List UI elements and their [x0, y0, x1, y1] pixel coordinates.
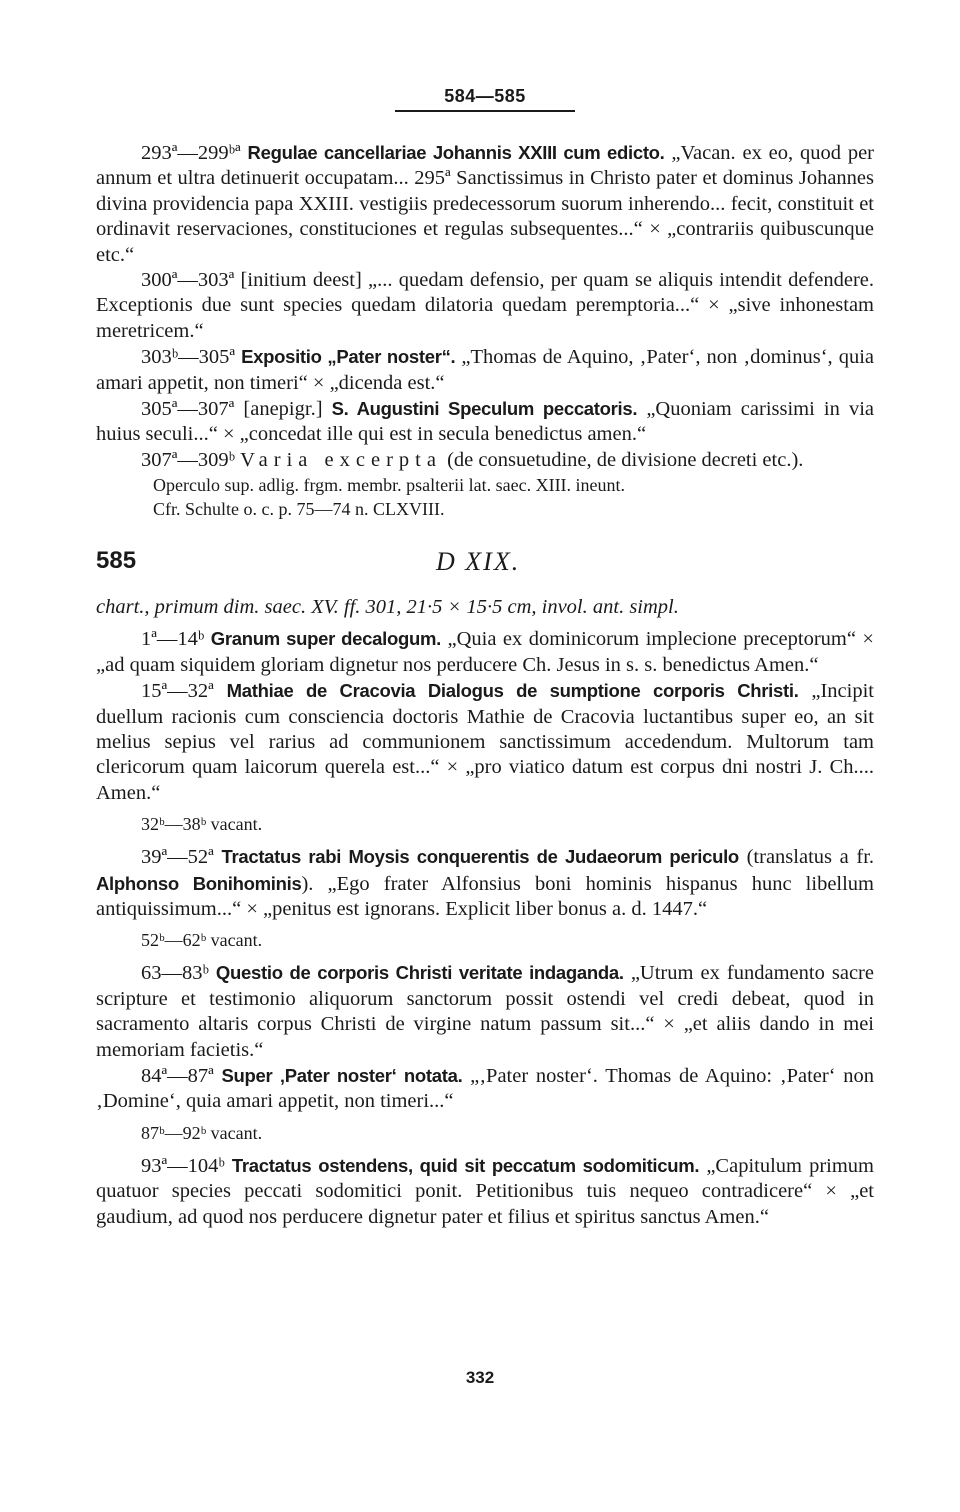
entry-text: ). „Ego frater Alfonsius boni hominis hispanus hunc libellum antiquissimum...“ × „penitus est ignorans. Explicit liber bonus a. d. 1447.“	[96, 872, 875, 920]
entry-text: (de consuetudine, de divisione decreti etc.).	[441, 448, 804, 471]
folio-ref: 300ª—303ª	[141, 269, 235, 292]
entry	[96, 960, 874, 1063]
manuscript-number: 585	[96, 547, 137, 575]
folio-ref: 39ª—52ª	[141, 846, 214, 869]
entry-text: „Utrum ex fundamento sacre scripture et testimonio aliquorum sanctorum possit ostendi vel credi debeat, quod in sacramento altaris corpus Christi de virgine natum passum sit...“ × „et aliis dando in mei memoriam facietis.“	[96, 962, 874, 1061]
entry	[96, 448, 874, 473]
entry-title: Questio de corporis Christi veritate indaganda.	[215, 962, 624, 984]
entry-text-mid: (translatus a fr.	[738, 846, 875, 869]
binding-note: Operculo sup. adlig. frgm. membr. psalterii lat. saec. XIII. ineunt.	[153, 475, 626, 496]
vacant-note: 87ᵇ—92ᵇ vacant.	[141, 1122, 263, 1143]
folio-ref: 303ᵇ—305ª	[141, 346, 236, 369]
entries-585	[96, 626, 874, 1230]
vacant-note: 32ᵇ—38ᵇ vacant.	[141, 814, 263, 835]
folio-ref: 293ª—299ᵇª	[141, 142, 241, 164]
page-number: 332	[465, 1368, 495, 1387]
manuscript-heading	[96, 547, 874, 595]
entry-title-translator: Alphonso Bonihominis	[96, 872, 302, 894]
entry-text: „Quoniam carissimi in via huius seculi...“ × „concedat ille qui est in secula benedictus amen.“	[96, 398, 874, 446]
entry	[96, 1063, 874, 1115]
folio-ref: 305ª—307ª	[141, 398, 235, 421]
entry-title: Regulae cancellariae Johannis XXIII cum edicto.	[247, 142, 665, 163]
physical-description: chart., primum dim. saec. XV. ff. 301, 21·5 × 15·5 cm, invol. ant. simpl.	[96, 596, 679, 619]
entry	[96, 626, 874, 678]
page	[96, 86, 874, 1230]
entry-text: „Capitulum primum quatuor species peccati sodomitici ponit. Petitionibus tuis nequeo contradicere“ × „et gaudium, ad quod nos perducere dignetur pater et filius et spiritus sanctus Amen.“	[96, 1154, 874, 1228]
entry-title: Mathiae de Cracovia Dialogus de sumptione corporis Christi.	[226, 680, 799, 702]
running-header: 584—585	[395, 86, 575, 112]
vacant-note: 52ᵇ—62ᵇ vacant.	[141, 930, 263, 951]
entry	[96, 844, 874, 922]
entry-title: Tractatus rabi Moysis conquerentis de Judaeorum periculo	[221, 846, 739, 868]
entry-text: „Vacan. ex eo, quod per annum et ultra detinuerit occupatam... 295ª Sanctissimus in Christo pater et dominus Johannes divina providencia papa XXIII. vestigiis predecessorum suorum inherendo... fecit, constituit et ordinavit reservaciones, constituciones et regulas subsequentes...“ × „contrariis quibuscunque etc.“	[96, 142, 874, 266]
folio-ref: 1ª—14ᵇ	[141, 628, 205, 651]
entry-spaced-title: Varia excerpta	[240, 448, 442, 471]
entry-text: „Incipit duellum racionis cum consciencia doctoris Mathie de Cracovia luctantibus super eo, an sit melius sepius vel rarius ad communionem sanctissimum accedendum. Multorum tam clericorum quam laicorum querela est...“ × „pro viatico datum est corpus dni nostri J. Ch.... Amen.“	[96, 680, 874, 804]
entries-part1	[96, 140, 874, 521]
entry	[96, 140, 874, 268]
folio-ref: 93ª—104ᵇ	[141, 1154, 225, 1177]
entry-title: S. Augustini Speculum peccatoris.	[331, 398, 638, 420]
folio-ref: 15ª—32ª	[141, 680, 214, 703]
entry-text: „‚Pater noster‘. Thomas de Aquino: ‚Pater‘ non ‚Domine‘, quia amari appetit, non timeri...“	[96, 1064, 875, 1113]
entry-title: Granum super decalogum.	[210, 628, 441, 650]
entry	[96, 344, 874, 396]
entry-title: Super ‚Pater noster‘ notata.	[221, 1064, 463, 1086]
entry-prefix: [anepigr.]	[234, 398, 332, 421]
entry-text: „Quia ex dominicorum implecione preceptorum“ × „ad quam siquidem gloriam dignetur nos perducere Ch. Jesus in s. s. benedictus Amen.“	[96, 628, 874, 676]
entry-text: [initium deest] „... quedam defensio, per quam se aliquis intendit defendere. Exceptionis due sunt species quedam dilatoria quedam peremptoria...“ × „sive inhonestam meretricem.“	[96, 269, 874, 342]
entry	[96, 268, 874, 344]
folio-ref: 307ª—309ᵇ	[141, 448, 236, 471]
entry	[96, 1153, 874, 1230]
folio-ref: 84ª—87ª	[141, 1064, 214, 1087]
entry-title: Tractatus ostendens, quid sit peccatum sodomiticum.	[231, 1154, 700, 1176]
entry	[96, 396, 874, 448]
entry-title: Expositio „Pater noster“.	[241, 346, 456, 368]
entry-text: „Thomas de Aquino, ‚Pater‘, non ‚dominus‘, quia amari appetit, non timeri“ × „dicenda est.“	[96, 346, 875, 394]
shelfmark: D XIX.	[436, 547, 521, 577]
entry	[96, 678, 874, 806]
folio-ref: 63—83ᵇ	[141, 962, 209, 985]
reference-note: Cfr. Schulte o. c. p. 75—74 n. CLXVIII.	[153, 499, 445, 520]
